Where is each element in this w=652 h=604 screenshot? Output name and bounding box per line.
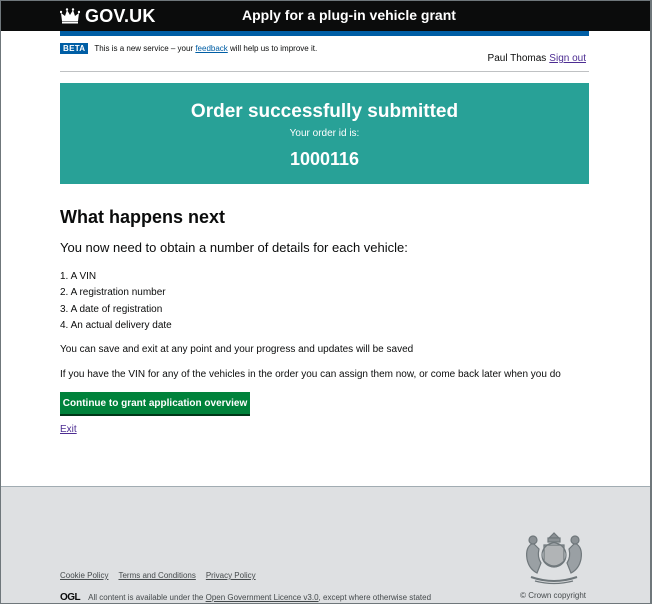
order-id: 1000116 [289,149,360,169]
privacy-policy-link[interactable]: Privacy Policy [205,571,256,580]
lead-text: You now need to obtain a number of details for each vehicle: [60,240,408,255]
exit-link[interactable]: Exit [60,424,77,435]
logo-text: GOV.UK [85,5,156,26]
header-accent-bar [60,31,589,36]
continue-button[interactable]: Continue to grant application overview [60,392,250,414]
feedback-link[interactable]: feedback [195,43,228,53]
list-item: 2. A registration number [60,287,166,299]
page-heading: What happens next [60,207,226,227]
crown-copyright[interactable]: © Crown copyright [520,591,586,600]
govuk-logo[interactable] [60,4,156,28]
sign-out-link[interactable]: Sign out [549,53,586,64]
vin-info-text: If you have the VIN for any of the vehicles in the order you can assign them now, or come back later when you do [60,369,561,380]
phase-banner [60,41,317,55]
beta-text [94,44,317,53]
footer-links [60,571,256,580]
beta-text-after: will help us to improve it. [230,43,318,53]
ogl-logo: OGL [60,592,81,603]
list-item: 1. A VIN [60,271,97,282]
ogl-licence-link[interactable]: Open Government Licence v3.0 [205,593,319,602]
user-name: Paul Thomas [487,53,547,64]
save-info-text: You can save and exit at any point and your progress and updates will be saved [60,344,414,355]
beta-text-before: This is a new service – your [94,43,194,53]
order-id-label: Your order id is: [289,128,360,139]
confirmation-title: Order successfully submitted [190,101,459,122]
royal-coat-of-arms-icon [519,529,589,587]
header-divider [60,71,589,72]
service-name[interactable]: Apply for a plug-in vehicle grant [242,7,456,23]
site-header [1,1,650,31]
list-item: 3. A date of registration [60,303,163,315]
cookie-policy-link[interactable]: Cookie Policy [60,571,109,580]
licence-text [60,592,431,603]
licence-text-after: , except where otherwise stated [318,593,432,602]
steps-list [60,269,172,334]
crown-icon [60,8,80,24]
user-info [488,53,586,64]
confirmation-panel [60,83,589,184]
licence-text-before: All content is available under the [88,593,204,602]
list-item: 4. An actual delivery date [60,319,172,331]
terms-link[interactable]: Terms and Conditions [118,571,196,580]
beta-tag: BETA [60,43,88,54]
site-footer [1,486,650,604]
